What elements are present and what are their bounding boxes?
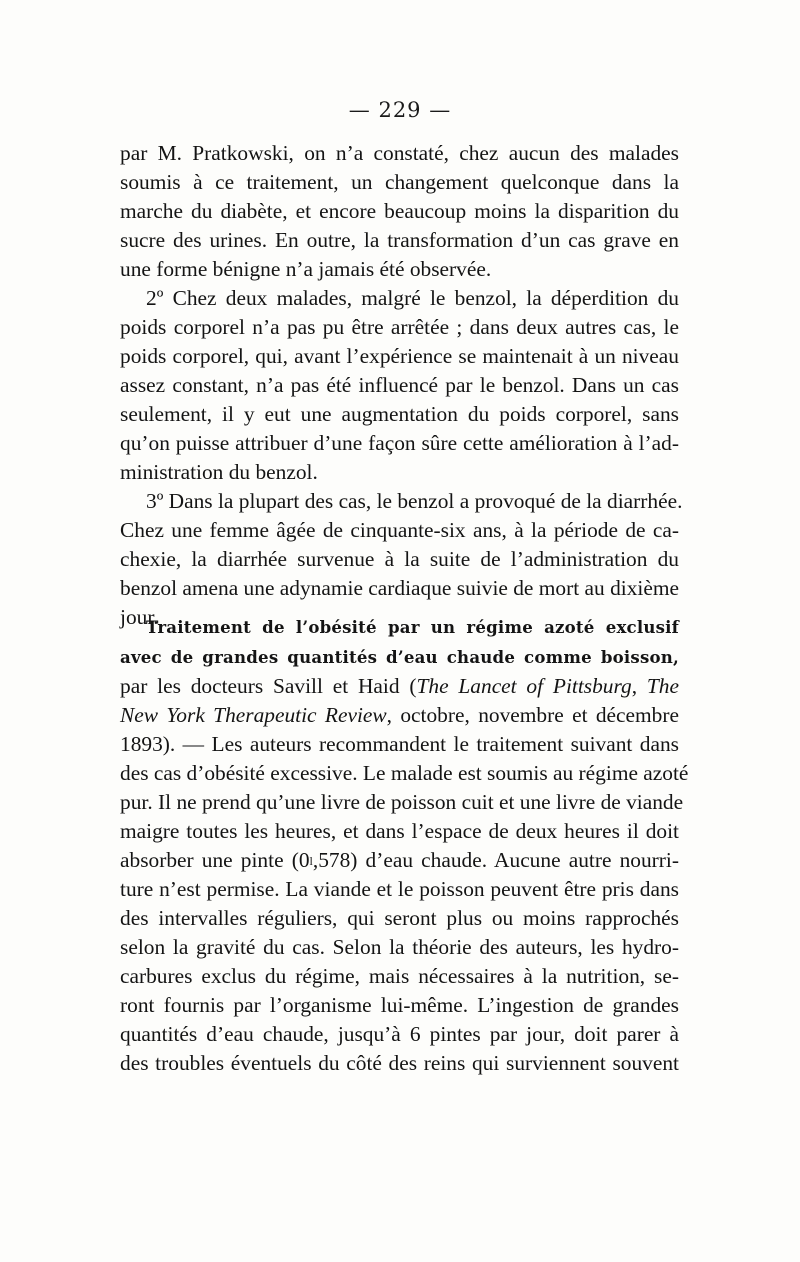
text-line: 3º Dans la plupart des cas, le benzol a provoqué de la diarrhée. xyxy=(146,489,683,513)
reference-line xyxy=(120,672,679,701)
section-title-line: avec de grandes quantités d’eau chaude comme boisson, xyxy=(120,647,679,667)
text-line: des troubles éventuels du côté des reins qui surviennent souvent xyxy=(120,1051,679,1075)
text-line: carbures exclus du régime, mais nécessaires à la nutrition, se- xyxy=(120,964,679,988)
text-line: seulement, il y eut une augmentation du poids corporel, sans xyxy=(120,402,679,426)
journal-title: The Lancet of Pittsburg xyxy=(416,674,632,698)
text-line: chexie, la diarrhée survenue à la suite de l’administration du xyxy=(120,547,679,571)
liter-superscript: l xyxy=(309,854,313,868)
section-title-line: Traitement de l’obésité par un régime azoté exclusif xyxy=(146,617,679,637)
text-line: par M. Pratkowski, on n’a constaté, chez aucun des malades xyxy=(120,141,679,165)
journal-title: New York Therapeutic Review xyxy=(120,703,387,727)
text-line: maigre toutes les heures, et dans l’espace de deux heures il doit xyxy=(120,819,679,843)
paragraph-section-1 xyxy=(120,139,683,632)
text-line: des intervalles réguliers, qui seront plus ou moins rapprochés xyxy=(120,906,679,930)
text-line xyxy=(120,846,679,875)
reference-line xyxy=(120,701,679,730)
ref-text: , xyxy=(631,674,647,698)
text-line: benzol amena une adynamie cardiaque suivie de mort au dixième xyxy=(120,576,679,600)
text-line: 1893). — Les auteurs recommandent le traitement suivant dans xyxy=(120,732,679,756)
pint-text: absorber une pinte (0 xyxy=(120,848,310,872)
text-line: des cas d’obésité excessive. Le malade est soumis au régime azoté xyxy=(120,761,689,785)
text-line: selon la gravité du cas. Selon la théorie des auteurs, les hydro- xyxy=(120,935,679,959)
paragraph-section-2 xyxy=(120,612,689,1078)
text-line: assez constant, n’a pas été influencé par le benzol. Dans un cas xyxy=(120,373,679,397)
text-line: sucre des urines. En outre, la transformation d’un cas grave en xyxy=(120,228,679,252)
text-line: ture n’est permise. La viande et le poisson peuvent être pris dans xyxy=(120,877,679,901)
text-line: 2º Chez deux malades, malgré le benzol, la déperdition du xyxy=(146,286,679,310)
text-line: quantités d’eau chaude, jusqu’à 6 pintes par jour, doit parer à xyxy=(120,1022,679,1046)
journal-title: The xyxy=(646,674,679,698)
text-line: Chez une femme âgée de cinquante-six ans, à la période de ca- xyxy=(120,518,679,542)
text-line: poids corporel, qui, avant l’expérience se maintenait à un niveau xyxy=(120,344,679,368)
text-line: qu’on puisse attribuer d’une façon sûre cette amélioration à l’ad- xyxy=(120,431,679,455)
ref-text: par les docteurs Savill et Haid ( xyxy=(120,674,417,698)
text-line: pur. Il ne prend qu’une livre de poisson cuit et une livre de viande xyxy=(120,790,684,814)
text-line: jour. xyxy=(120,605,159,629)
ref-text: , octobre, novembre et décembre xyxy=(386,703,679,727)
text-line: une forme bénigne n’a jamais été observée. xyxy=(120,257,492,281)
page-number: — 229 — xyxy=(348,98,452,122)
text-line: ront fournis par l’organisme lui-même. L’ingestion de grandes xyxy=(120,993,679,1017)
pint-text: ,578) d’eau chaude. Aucune autre nourri- xyxy=(312,848,679,872)
text-line: soumis à ce traitement, un changement quelconque dans la xyxy=(120,170,679,194)
text-line: ministration du benzol. xyxy=(120,460,318,484)
text-line: marche du diabète, et encore beaucoup moins la disparition du xyxy=(120,199,679,223)
text-line: poids corporel n’a pas pu être arrêtée ; dans deux autres cas, le xyxy=(120,315,679,339)
